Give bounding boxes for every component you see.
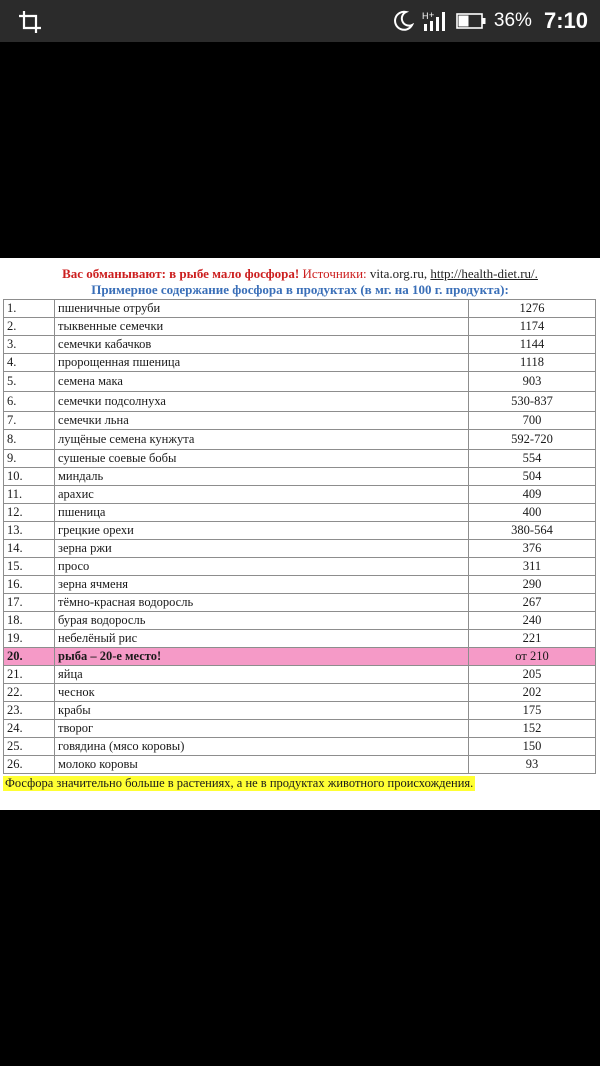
row-number: 9. xyxy=(4,450,55,468)
table-row xyxy=(4,720,596,738)
headline-warning: Вас обманывают: в рыбе мало фосфора! xyxy=(62,266,300,281)
phosphorus-value: 1276 xyxy=(469,300,596,318)
row-number: 15. xyxy=(4,558,55,576)
table-row xyxy=(4,318,596,336)
status-bar xyxy=(0,0,600,42)
status-indicators xyxy=(392,0,588,42)
product-name: бурая водоросль xyxy=(55,612,469,630)
svg-text:+: + xyxy=(428,10,435,20)
table-row xyxy=(4,630,596,648)
phosphorus-table-image[interactable] xyxy=(0,258,600,810)
table-row xyxy=(4,540,596,558)
phosphorus-value: 150 xyxy=(469,738,596,756)
table-row xyxy=(4,392,596,412)
phosphorus-value: 903 xyxy=(469,372,596,392)
row-number: 14. xyxy=(4,540,55,558)
phosphorus-value: 409 xyxy=(469,486,596,504)
product-name: крабы xyxy=(55,702,469,720)
table-row xyxy=(4,450,596,468)
row-number: 7. xyxy=(4,412,55,430)
phosphorus-value: 93 xyxy=(469,756,596,774)
headline xyxy=(0,266,600,282)
row-number: 21. xyxy=(4,666,55,684)
product-name: пророщенная пшеница xyxy=(55,354,469,372)
phosphorus-value: 530-837 xyxy=(469,392,596,412)
row-number: 3. xyxy=(4,336,55,354)
battery-percent: 36% xyxy=(493,10,532,31)
row-number: 10. xyxy=(4,468,55,486)
signal-icon xyxy=(422,10,448,32)
product-name: рыба – 20-е место! xyxy=(55,648,469,666)
row-number: 20. xyxy=(4,648,55,666)
product-name: тыквенные семечки xyxy=(55,318,469,336)
table-row xyxy=(4,522,596,540)
phosphorus-value: 504 xyxy=(469,468,596,486)
table-subheadline: Примерное содержание фосфора в продуктах (в мг. на 100 г. продукта): xyxy=(91,282,509,297)
table-row xyxy=(4,576,596,594)
product-name: тёмно-красная водоросль xyxy=(55,594,469,612)
product-name: семечки кабачков xyxy=(55,336,469,354)
phosphorus-value: 202 xyxy=(469,684,596,702)
phosphorus-value: 152 xyxy=(469,720,596,738)
row-number: 8. xyxy=(4,430,55,450)
phosphorus-value: 1144 xyxy=(469,336,596,354)
table-row xyxy=(4,412,596,430)
product-name: миндаль xyxy=(55,468,469,486)
phosphorus-table xyxy=(3,299,596,774)
moon-icon xyxy=(392,10,414,32)
table-row xyxy=(4,756,596,774)
product-name: арахис xyxy=(55,486,469,504)
product-name: пшеница xyxy=(55,504,469,522)
battery-icon xyxy=(456,11,486,31)
table-row xyxy=(4,354,596,372)
product-name: сушеные соевые бобы xyxy=(55,450,469,468)
product-name: лущёные семена кунжута xyxy=(55,430,469,450)
product-name: семечки подсолнуха xyxy=(55,392,469,412)
product-name: небелёный рис xyxy=(55,630,469,648)
phosphorus-value: 554 xyxy=(469,450,596,468)
product-name: просо xyxy=(55,558,469,576)
row-number: 24. xyxy=(4,720,55,738)
row-number: 13. xyxy=(4,522,55,540)
product-name: творог xyxy=(55,720,469,738)
footer-note: Фосфора значительно больше в растениях, а не в продуктах животного происхождения. xyxy=(5,776,474,790)
table-row xyxy=(4,684,596,702)
table-row xyxy=(4,300,596,318)
product-name: грецкие орехи xyxy=(55,522,469,540)
table-row xyxy=(4,594,596,612)
phosphorus-value: 1118 xyxy=(469,354,596,372)
row-number: 4. xyxy=(4,354,55,372)
table-row xyxy=(4,738,596,756)
clock: 7:10 xyxy=(543,8,588,33)
row-number: 23. xyxy=(4,702,55,720)
product-name: молоко коровы xyxy=(55,756,469,774)
table-row xyxy=(4,558,596,576)
product-name: зерна ячменя xyxy=(55,576,469,594)
table-row xyxy=(4,486,596,504)
table-row xyxy=(4,702,596,720)
product-name: чеснок xyxy=(55,684,469,702)
row-number: 11. xyxy=(4,486,55,504)
phosphorus-value: от 210 xyxy=(469,648,596,666)
phosphorus-value: 221 xyxy=(469,630,596,648)
phosphorus-value: 205 xyxy=(469,666,596,684)
source-link-health-diet[interactable]: http://health-diet.ru/. xyxy=(430,266,538,281)
phosphorus-value: 175 xyxy=(469,702,596,720)
product-name: семена мака xyxy=(55,372,469,392)
table-row xyxy=(4,504,596,522)
sources-label: Источники: xyxy=(302,266,367,281)
product-name: говядина (мясо коровы) xyxy=(55,738,469,756)
row-number: 12. xyxy=(4,504,55,522)
table-row xyxy=(4,336,596,354)
product-name: пшеничные отруби xyxy=(55,300,469,318)
phosphorus-value: 700 xyxy=(469,412,596,430)
source-link-vita: vita.org.ru, xyxy=(369,266,428,281)
row-number: 22. xyxy=(4,684,55,702)
table-row xyxy=(4,468,596,486)
row-number: 18. xyxy=(4,612,55,630)
table-row xyxy=(4,648,596,666)
phosphorus-value: 311 xyxy=(469,558,596,576)
row-number: 16. xyxy=(4,576,55,594)
product-name: яйца xyxy=(55,666,469,684)
svg-text:H: H xyxy=(421,11,429,21)
phosphorus-value: 400 xyxy=(469,504,596,522)
row-number: 25. xyxy=(4,738,55,756)
table-row xyxy=(4,612,596,630)
product-name: зерна ржи xyxy=(55,540,469,558)
phosphorus-value: 267 xyxy=(469,594,596,612)
row-number: 1. xyxy=(4,300,55,318)
phosphorus-value: 380-564 xyxy=(469,522,596,540)
row-number: 19. xyxy=(4,630,55,648)
row-number: 26. xyxy=(4,756,55,774)
row-number: 17. xyxy=(4,594,55,612)
product-name: семечки льна xyxy=(55,412,469,430)
table-row xyxy=(4,666,596,684)
phosphorus-value: 592-720 xyxy=(469,430,596,450)
row-number: 5. xyxy=(4,372,55,392)
crop-icon[interactable] xyxy=(18,10,42,34)
phosphorus-value: 376 xyxy=(469,540,596,558)
row-number: 6. xyxy=(4,392,55,412)
row-number: 2. xyxy=(4,318,55,336)
table-row xyxy=(4,430,596,450)
table-row xyxy=(4,372,596,392)
phosphorus-value: 240 xyxy=(469,612,596,630)
phosphorus-value: 1174 xyxy=(469,318,596,336)
phosphorus-value: 290 xyxy=(469,576,596,594)
